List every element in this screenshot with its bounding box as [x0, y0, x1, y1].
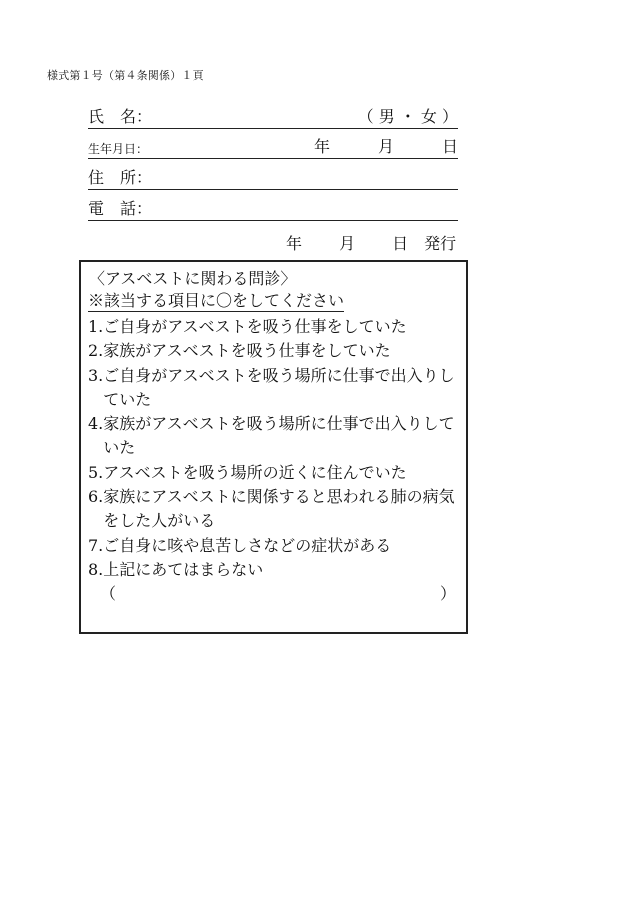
question-number: 7. — [88, 535, 104, 555]
question-text: 上記にあてはまらない — [103, 559, 264, 579]
question-number: 3. — [88, 365, 104, 385]
questionnaire-heading: 〈アスベストに関わる問診〉 — [89, 269, 297, 288]
question-text: ご自身がアスベストを吸う場所に仕事で出入りしていた — [103, 365, 455, 409]
other-close-paren: ） — [439, 584, 456, 603]
questionnaire-instruction: ※該当する項目に〇をしてください — [88, 291, 345, 310]
question-item[interactable] — [88, 534, 466, 558]
question-item[interactable] — [88, 485, 466, 534]
name-label: 氏 名： — [88, 107, 153, 126]
name-field[interactable] — [88, 106, 458, 129]
issue-date: 年 月 日 発行 — [286, 234, 457, 253]
question-item[interactable] — [88, 315, 466, 339]
question-item[interactable] — [88, 339, 466, 363]
question-text: 家族がアスベストを吸う場所に仕事で出入りしていた — [103, 414, 455, 458]
question-number: 5. — [88, 462, 104, 482]
question-text: ご自身がアスベストを吸う仕事をしていた — [103, 317, 407, 336]
form-number: 様式第１号（第４条関係）１頁 — [47, 69, 204, 82]
question-item[interactable] — [88, 461, 466, 485]
question-number: 6. — [88, 487, 104, 507]
question-list — [88, 315, 466, 582]
question-number: 1. — [88, 317, 104, 336]
birthdate-field[interactable] — [88, 136, 458, 159]
phone-label: 電 話： — [88, 199, 153, 218]
address-field[interactable] — [88, 167, 458, 190]
question-text: アスベストを吸う場所の近くに住んでいた — [103, 462, 407, 482]
question-item[interactable] — [88, 364, 466, 413]
question-item[interactable] — [88, 558, 466, 582]
question-text: 家族にアスベストに関係すると思われる肺の病気をした人がいる — [103, 487, 455, 531]
questionnaire-box — [79, 260, 468, 634]
question-text: 家族がアスベストを吸う仕事をしていた — [103, 341, 391, 361]
phone-field[interactable] — [88, 198, 458, 221]
question-number: 8. — [88, 559, 104, 579]
gender-selector[interactable]: （ 男 ・ 女 ） — [357, 107, 458, 126]
question-text: ご自身に咳や息苦しさなどの症状がある — [103, 535, 392, 555]
question-item[interactable] — [88, 412, 466, 461]
question-number: 2. — [88, 341, 104, 361]
birthdate-label: 生年月日： — [88, 142, 149, 156]
birthdate-units: 年 月 日 — [313, 137, 458, 156]
other-open-paren: （ — [100, 584, 117, 603]
address-label: 住 所： — [88, 168, 153, 187]
question-number: 4. — [88, 414, 104, 434]
